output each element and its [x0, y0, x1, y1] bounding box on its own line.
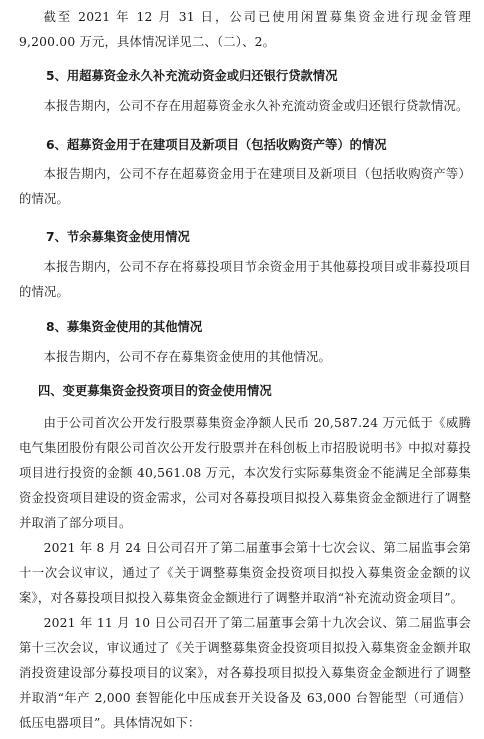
paragraph-8: 本报告期内，公司不存在募集资金使用的其他情况。: [43, 350, 332, 364]
heading-5: 5、用超募资金永久补充流动资金或归还银行贷款情况: [46, 69, 338, 83]
heading-8: 8、募集资金使用的其他情况: [46, 320, 203, 334]
paragraph-section4-3: 2021 年 11 月 10 日公司召开了第二届董事会第十九次会议、第二届监事会第十三次会议，审议通过了《关于调整募集资金投资项目拟投入募集资金金额并取消投资建设部分募投项目的议案》，对各募投项目拟投入募集资金金额进行了调整并取消“年产 2,000 套智能化中压成套开关设备及 63,000 台智能型（可通信）低压电器项目”。具体情况如下：: [19, 616, 471, 730]
paragraph-section4-1: 由于公司首次公开发行股票募集资金净额人民币 20,587.24 万元低于《威腾电气集团股份有限公司首次公开发行股票并在科创板上市招股说明书》中拟对募投项目进行投资的金额 40,561.08 万元，本次发行实际募集资金不能满足全部募集资金投资项目建设的资金需求，公司对各募投项目拟投入募集资金金额进行了调整并取消了部分项目。: [19, 416, 471, 530]
heading-7: 7、节余募集资金使用情况: [46, 230, 190, 244]
paragraph-7: 本报告期内，公司不存在将募投项目节余资金用于其他募投项目或非募投项目的情况。: [19, 260, 471, 299]
heading-6: 6、超募资金用于在建项目及新项目（包括收购资产等）的情况: [46, 138, 387, 152]
paragraph-6: 本报告期内，公司不存在超募资金用于在建项目及新项目（包括收购资产等）的情况。: [19, 167, 471, 206]
paragraph-section4-2: 2021 年 8 月 24 日公司召开了第二届董事会第十七次会议、第二届监事会第十一次会议审议，通过了《关于调整募集资金投资项目拟投入募集资金金额的议案》，对各募投项目拟投入募集资金金额进行了调整并取消“补充流动资金项目”。: [19, 541, 471, 605]
paragraph-5: 本报告期内，公司不存在用超募资金永久补充流动资金或归还银行贷款情况。: [43, 99, 469, 113]
section-4-title: 四、变更募集资金投资项目的资金使用情况: [38, 384, 272, 398]
paragraph-cash-management: 截至 2021 年 12 月 31 日，公司已使用闲置募集资金进行现金管理 9,200.00 万元，具体情况详见二、（二）、2。: [19, 10, 471, 49]
